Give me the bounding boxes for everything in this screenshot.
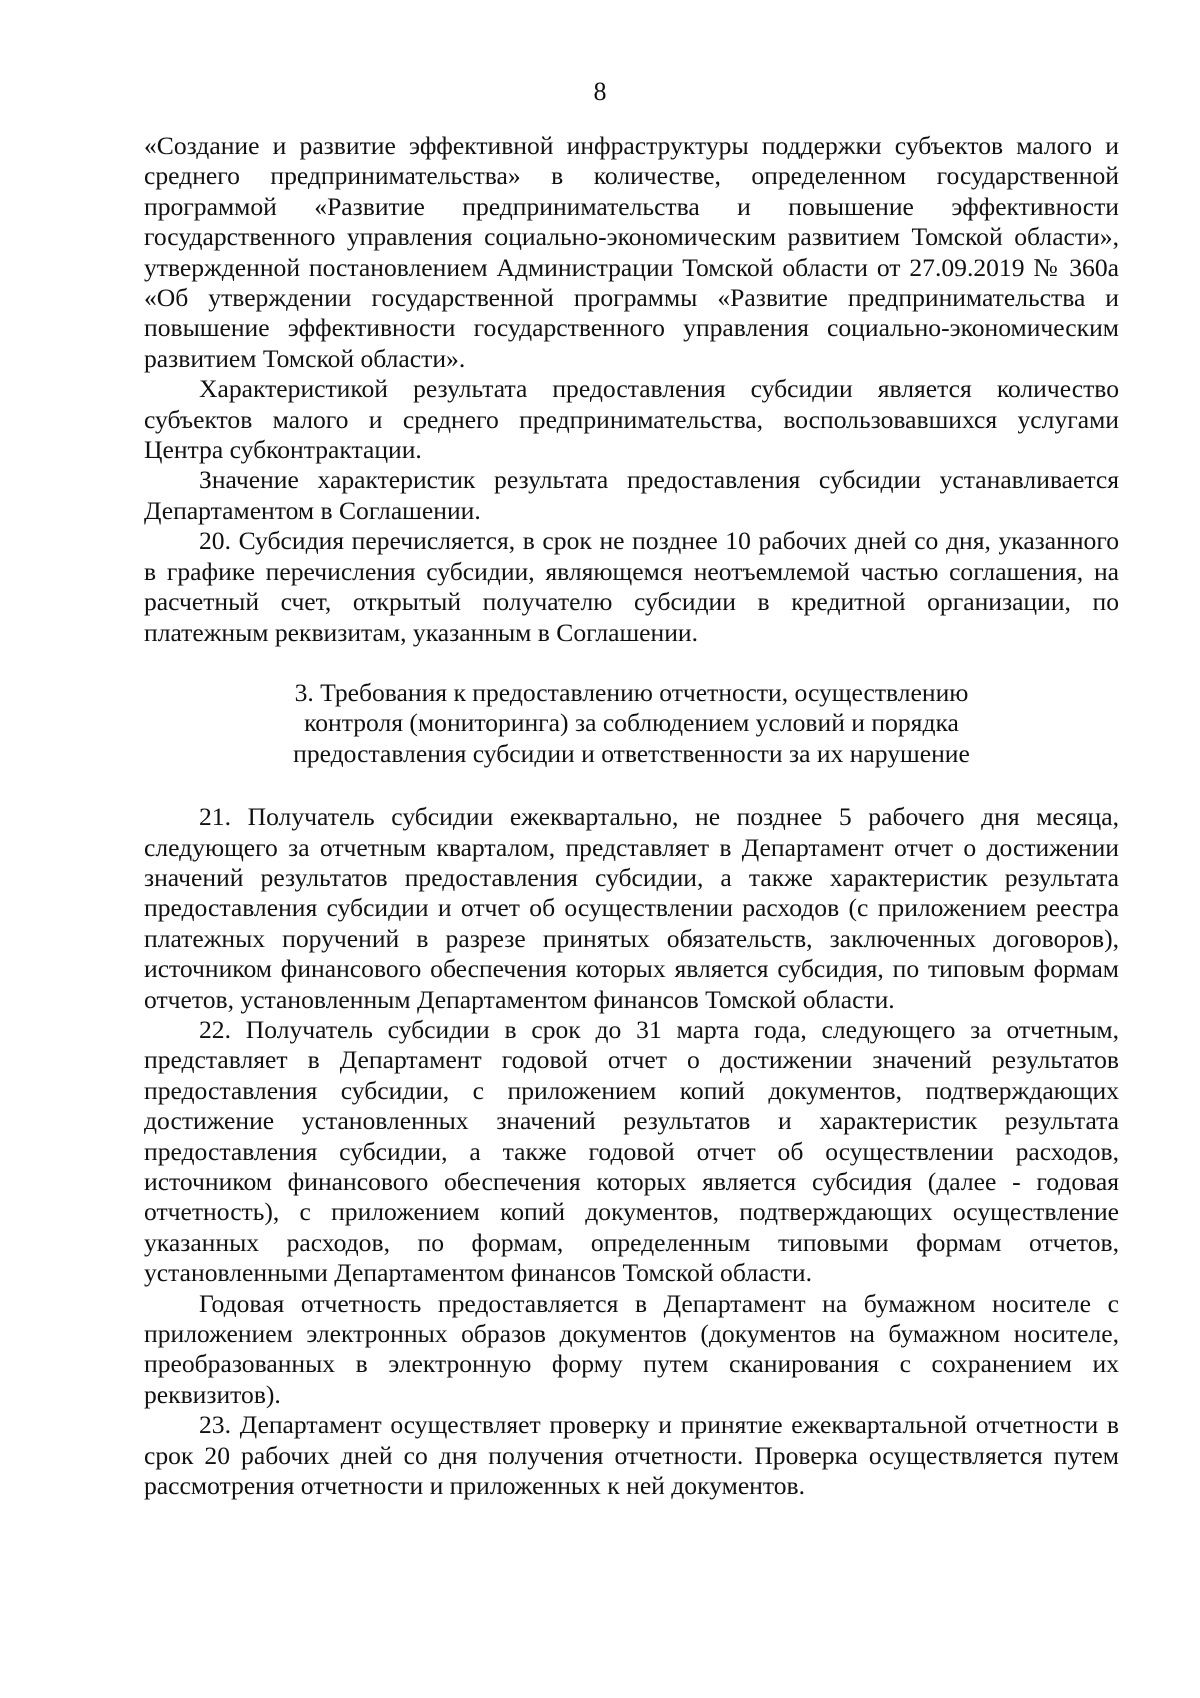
- section-heading-line: 3. Требования к предоставлению отчетности, осуществлению: [294, 677, 969, 707]
- section-heading: [144, 678, 1119, 769]
- paragraph-clause-20: 20. Субсидия перечисляется, в срок не позднее 10 рабочих дней со дня, указанного в графике перечисления субсидии, являющемся неотъемлемой частью соглашения, на расчетный счет, открытый получателю субсидии в кредитной организации, по платежным реквизитам, указанным в Соглашении.: [144, 526, 1119, 647]
- document-body: [144, 131, 1119, 1501]
- section-heading-line: контроля (мониторинга) за соблюдением условий и порядка: [304, 708, 959, 738]
- paragraph-clause-23: 23. Департамент осуществляет проверку и принятие ежеквартальной отчетности в срок 20 рабочих дней со дня получения отчетности. Проверка осуществляется путем рассмотрения отчетности и приложенных к ней документов.: [144, 1410, 1119, 1501]
- paragraph-result-characteristic: Характеристикой результата предоставления субсидии является количество субъектов малого и среднего предпринимательства, воспользовавшихся услугами Центра субконтрактации.: [144, 374, 1119, 465]
- paragraph-continuation: «Создание и развитие эффективной инфраструктуры поддержки субъектов малого и среднего предпринимательства» в количестве, определенном государственной программой «Развитие предпринимательства и повышение эффективности государственного управления социально-экономическим развитием Томской области», утвержденной постановлением Администрации Томской области от 27.09.2019 № 360а «Об утверждении государственной программы «Развитие предпринимательства и повышение эффективности государственного управления социально-экономическим развитием Томской области».: [144, 131, 1119, 373]
- paragraph-annual-reporting: Годовая отчетность предоставляется в Департамент на бумажном носителе с приложением электронных образов документов (документов на бумажном носителе, преобразованных в электронную форму путем сканирования с сохранением их реквизитов).: [144, 1288, 1119, 1409]
- paragraph-characteristic-value: Значение характеристик результата предоставления субсидии устанавливается Департаментом в Соглашении.: [144, 465, 1119, 525]
- paragraph-clause-21: 21. Получатель субсидии ежеквартально, не позднее 5 рабочего дня месяца, следующего за отчетным кварталом, представляет в Департамент отчет о достижении значений результатов предоставления субсидии, а также характеристик результата предоставления субсидии и отчет об осуществлении расходов (с приложением реестра платежных поручений в разрезе принятых обязательств, заключенных договоров), источником финансового обеспечения которых является субсидия, по типовым формам отчетов, установленным Департаментом финансов Томской области.: [144, 802, 1119, 1014]
- section-heading-line: предоставления субсидии и ответственности за их нарушение: [293, 738, 970, 768]
- paragraph-clause-22: 22. Получатель субсидии в срок до 31 марта года, следующего за отчетным, представляет в Департамент годовой отчет о достижении значений результатов предоставления субсидии, с приложением копий документов, подтверждающих достижение установленных значений результатов и характеристик результата предоставления субсидии, а также годовой отчет об осуществлении расходов, источником финансового обеспечения которых является субсидия (далее - годовая отчетность), с приложением копий документов, подтверждающих осуществление указанных расходов, по формам, определенным типовыми формам отчетов, установленными Департаментом финансов Томской области.: [144, 1014, 1119, 1288]
- page-number: 8: [593, 77, 607, 106]
